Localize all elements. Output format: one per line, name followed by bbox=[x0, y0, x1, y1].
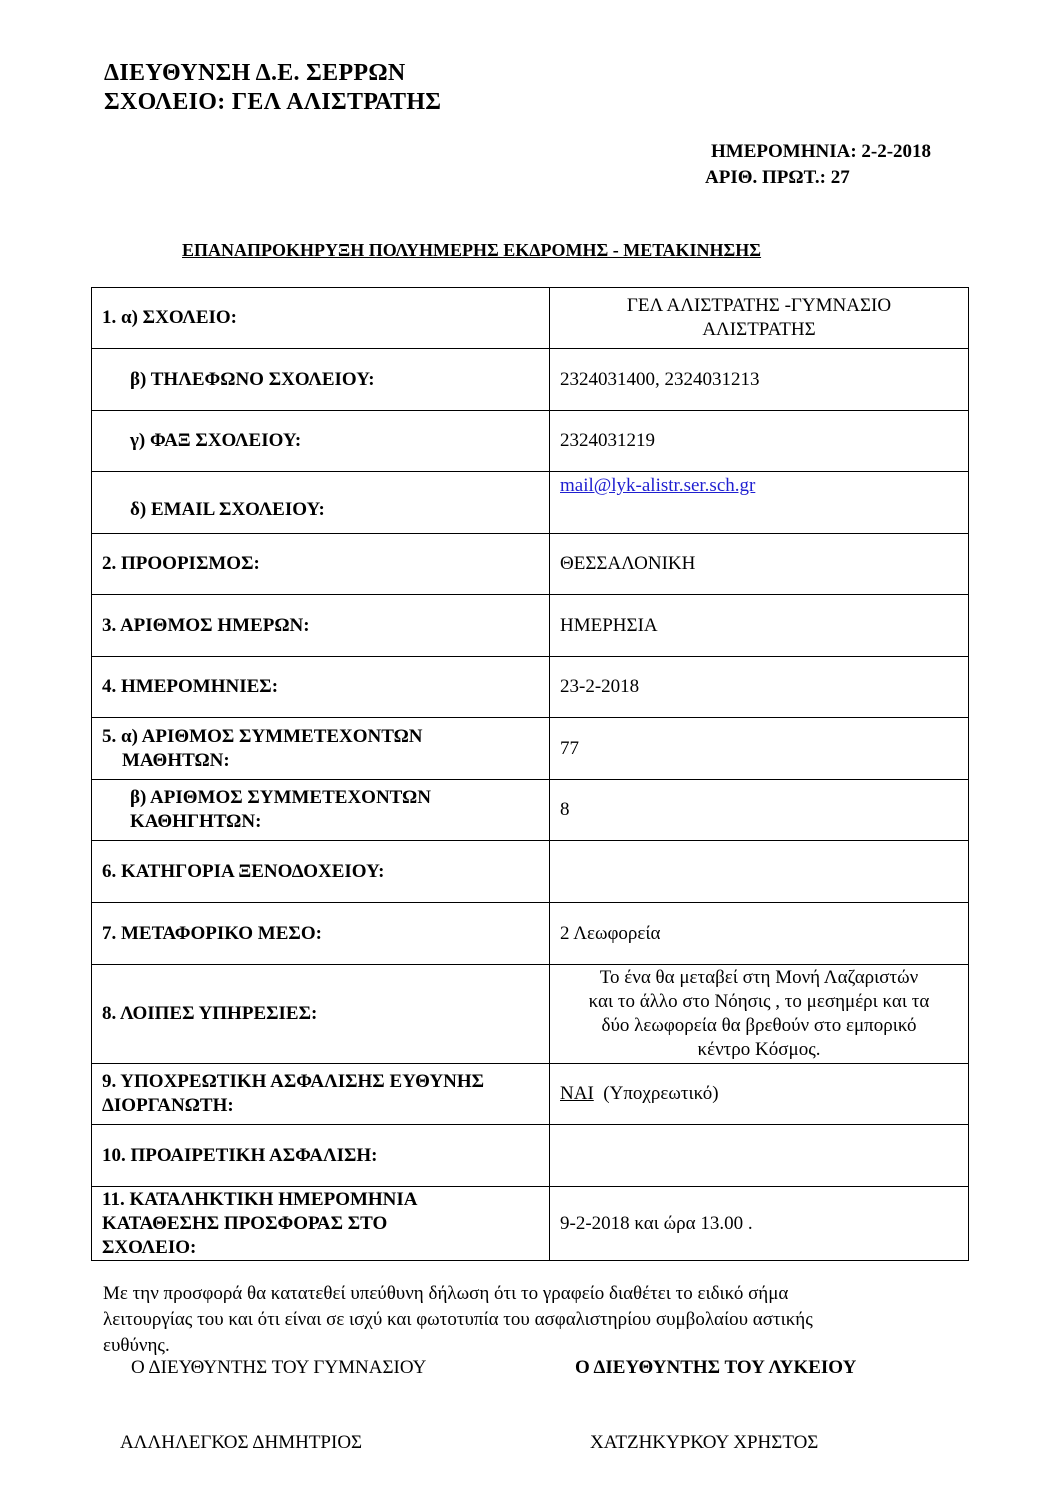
days-value: ΗΜΕΡΗΣΙΑ bbox=[550, 595, 969, 657]
transport-value: 2 Λεωφορεία bbox=[550, 903, 969, 965]
directorate-heading: ΔΙΕΥΘΥΝΣΗ Δ.Ε. ΣΕΡΡΩΝ bbox=[104, 60, 406, 86]
destination-label: 2. ΠΡΟΟΡΙΣΜΟΣ: bbox=[92, 534, 550, 595]
hotel-category-value bbox=[550, 841, 969, 903]
mandatory-insurance-yes: ΝΑΙ bbox=[560, 1083, 594, 1104]
table-row bbox=[92, 780, 969, 841]
other-services-line2: και το άλλο στο Νόησις , το μεσημέρι και τα bbox=[588, 991, 930, 1012]
teachers-label-block bbox=[102, 786, 539, 834]
hotel-category-label: 6. ΚΑΤΗΓΟΡΙΑ ΞΕΝΟΔΟΧΕΙΟΥ: bbox=[92, 841, 550, 903]
school-value bbox=[550, 288, 969, 349]
phone-label bbox=[92, 349, 550, 411]
mandatory-insurance-note: (Υποχρεωτικό) bbox=[603, 1083, 719, 1104]
teachers-value: 8 bbox=[550, 780, 969, 841]
table-row bbox=[92, 841, 969, 903]
destination-value: ΘΕΣΣΑΛΟΝΙΚΗ bbox=[550, 534, 969, 595]
deadline-label-line3: ΣΧΟΛΕΙΟ: bbox=[102, 1236, 197, 1258]
deadline-label-line1: 11. ΚΑΤΑΛΗΚΤΙΚΗ ΗΜΕΡΟΜΗΝΙΑ bbox=[102, 1188, 418, 1210]
fax-value: 2324031219 bbox=[550, 411, 969, 472]
students-label-line2: ΜΑΘΗΤΩΝ: bbox=[122, 749, 230, 771]
dates-label: 4. ΗΜΕΡΟΜΗΝΙΕΣ: bbox=[92, 657, 550, 718]
table-row bbox=[92, 472, 969, 534]
other-services-line1: Το ένα θα μεταβεί στη Μονή Λαζαριστών bbox=[599, 967, 919, 988]
dates-value: 23-2-2018 bbox=[550, 657, 969, 718]
students-label-line1: 5. α) ΑΡΙΘΜΟΣ ΣΥΜΜΕΤΕΧΟΝΤΩΝ bbox=[102, 725, 423, 747]
note-line-2: λειτουργίας του και ότι είναι σε ισχύ και φωτοτυπία του ασφαλιστηρίου συμβολαίου αστικής bbox=[103, 1309, 813, 1330]
mandatory-insurance-line1: 9. ΥΠΟΧΡΕΩΤΙΚΗ ΑΣΦΑΛΙΣΗΣ ΕΥΘΥΝΗΣ bbox=[102, 1071, 485, 1092]
mandatory-insurance-value bbox=[550, 1064, 969, 1125]
optional-insurance-label: 10. ΠΡΟΑΙΡΕΤΙΚΗ ΑΣΦΑΛΙΣΗ: bbox=[92, 1125, 550, 1187]
other-services-label: 8. ΛΟΙΠΕΣ ΥΠΗΡΕΣΙΕΣ: bbox=[92, 965, 550, 1064]
other-services-line3: δύο λεωφορεία θα βρεθούν στο εμπορικό bbox=[601, 1015, 917, 1036]
table-row bbox=[92, 595, 969, 657]
fax-label bbox=[92, 411, 550, 472]
gymnasium-director-title: Ο ΔΙΕΥΘΥΝΤΗΣ ΤΟΥ ΓΥΜΝΑΣΙΟΥ bbox=[131, 1357, 427, 1378]
lyceum-director-title: Ο ΔΙΕΥΘΥΝΤΗΣ ΤΟΥ ΛΥΚΕΙΟΥ bbox=[575, 1357, 857, 1378]
table-row bbox=[92, 1187, 969, 1261]
teachers-label-line1: β) ΑΡΙΘΜΟΣ ΣΥΜΜΕΤΕΧΟΝΤΩΝ bbox=[130, 787, 431, 808]
table-row bbox=[92, 657, 969, 718]
deadline-label bbox=[92, 1187, 550, 1261]
other-services-value bbox=[550, 965, 969, 1064]
lyceum-director-name: ΧΑΤΖΗΚΥΡΚΟΥ ΧΡΗΣΤΟΣ bbox=[590, 1432, 819, 1453]
note-line-3: ευθύνης. bbox=[103, 1335, 170, 1356]
note-line-1: Με την προσφορά θα κατατεθεί υπεύθυνη δήλωση ότι το γραφείο διαθέτει το ειδικό σήμα bbox=[103, 1283, 789, 1304]
email-label-text: δ) EMAIL ΣΧΟΛΕΙΟΥ: bbox=[130, 498, 325, 520]
document-date: ΗΜΕΡΟΜΗΝΙΑ: 2-2-2018 bbox=[711, 141, 932, 162]
table-row bbox=[92, 534, 969, 595]
phone-value: 2324031400, 2324031213 bbox=[550, 349, 969, 411]
days-label: 3. ΑΡΙΘΜΟΣ ΗΜΕΡΩΝ: bbox=[92, 595, 550, 657]
table-row bbox=[92, 288, 969, 349]
table-row bbox=[92, 903, 969, 965]
trip-details-table bbox=[91, 287, 969, 1261]
table-row bbox=[92, 1064, 969, 1125]
fax-label-text: γ) ΦΑΞ ΣΧΟΛΕΙΟΥ: bbox=[130, 430, 302, 451]
students-label bbox=[92, 718, 550, 780]
school-heading: ΣΧΟΛΕΙΟ: ΓΕΛ ΑΛΙΣΤΡΑΤΗΣ bbox=[104, 89, 442, 115]
deadline-label-line2: ΚΑΤΑΘΕΣΗΣ ΠΡΟΣΦΟΡΑΣ ΣΤΟ bbox=[102, 1212, 388, 1234]
teachers-label-line2: ΚΑΘΗΓΗΤΩΝ: bbox=[130, 811, 262, 832]
school-value-line1: ΓΕΛ ΑΛΙΣΤΡΑΤΗΣ -ΓΥΜΝΑΣΙΟ bbox=[626, 295, 892, 316]
students-value: 77 bbox=[550, 718, 969, 780]
email-value bbox=[550, 472, 969, 534]
school-label bbox=[92, 288, 550, 349]
gymnasium-director-name: ΑΛΛΗΛΕΓΚΟΣ ΔΗΜΗΤΡΙΟΣ bbox=[120, 1432, 363, 1453]
other-services-line4: κέντρο Κόσμος. bbox=[697, 1039, 821, 1060]
table-row bbox=[92, 411, 969, 472]
school-value-line2: ΑΛΙΣΤΡΑΤΗΣ bbox=[702, 319, 816, 340]
table-row bbox=[92, 718, 969, 780]
email-label bbox=[92, 472, 550, 534]
students-label-block bbox=[102, 725, 539, 773]
table-row bbox=[92, 349, 969, 411]
transport-label: 7. ΜΕΤΑΦΟΡΙΚΟ ΜΕΣΟ: bbox=[92, 903, 550, 965]
table-row bbox=[92, 965, 969, 1064]
email-link[interactable]: mail@lyk-alistr.ser.sch.gr bbox=[560, 475, 756, 496]
deadline-value: 9-2-2018 και ώρα 13.00 . bbox=[550, 1187, 969, 1261]
optional-insurance-value bbox=[550, 1125, 969, 1187]
protocol-number: ΑΡΙΘ. ΠΡΩΤ.: 27 bbox=[705, 167, 850, 188]
mandatory-insurance-line2: ΔΙΟΡΓΑΝΩΤΗ: bbox=[102, 1095, 234, 1116]
school-label-text: 1. α) ΣΧΟΛΕΙΟ: bbox=[102, 307, 238, 328]
table-row bbox=[92, 1125, 969, 1187]
document-title: ΕΠΑΝΑΠΡΟΚΗΡΥΞΗ ΠΟΛΥΗΜΕΡΗΣ ΕΚΔΡΟΜΗΣ - ΜΕΤΑΚΙΝΗΣΗΣ bbox=[182, 240, 762, 260]
mandatory-insurance-label bbox=[92, 1064, 550, 1125]
phone-label-text: β) ΤΗΛΕΦΩΝΟ ΣΧΟΛΕΙΟΥ: bbox=[130, 368, 375, 390]
teachers-label bbox=[92, 780, 550, 841]
